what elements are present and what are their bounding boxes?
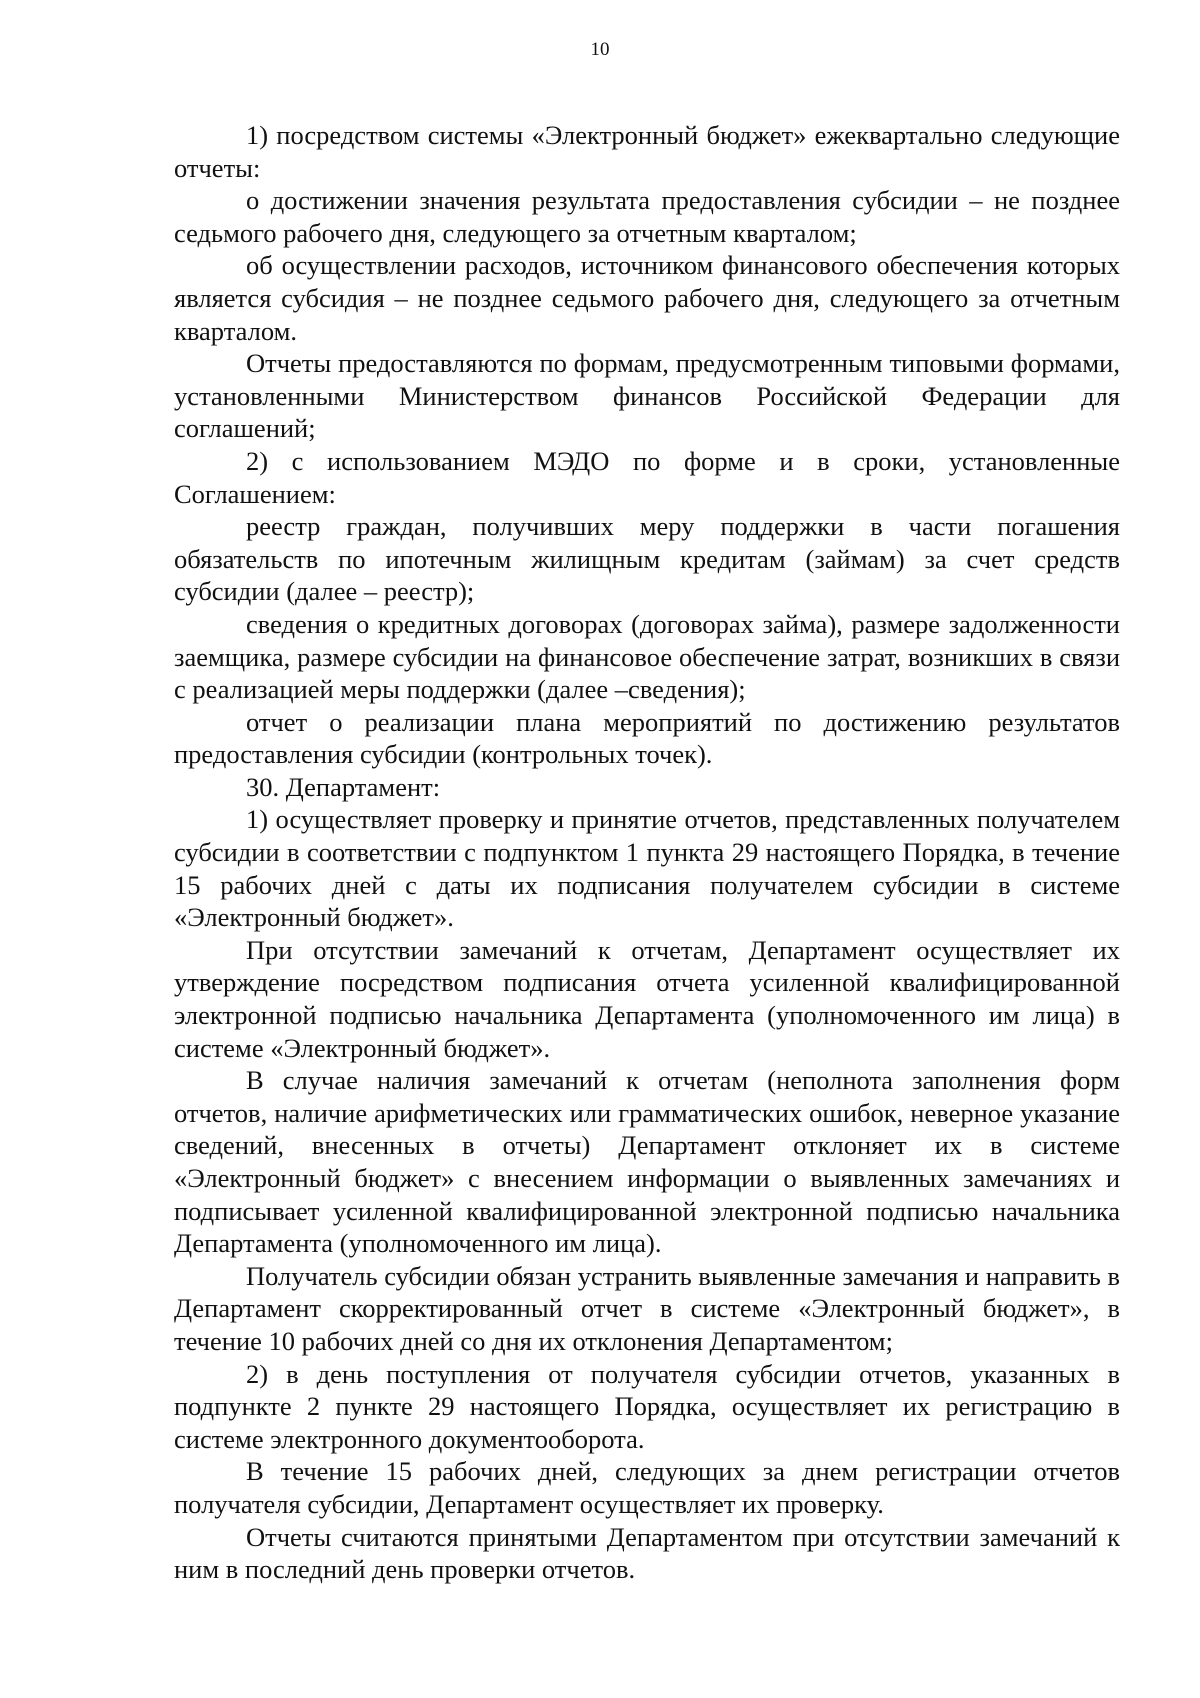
document-body [174,119,1120,1586]
paragraph-acceptance: Отчеты считаются принятыми Департаментом при отсутствии замечаний к ним в последний день проверки отчетов. [174,1521,1120,1585]
paragraph-rejection: В случае наличия замечаний к отчетам (неполнота заполнения форм отчетов, наличие арифметических или грамматических ошибок, неверное указание сведений, внесенных в отчеты) Департамент отклоняет их в системе «Электронный бюджет» с внесением информации о выявленных замечаниях и подписывает усиленной квалифицированной электронной подписью начальника Департамента (уполномоченного им лица). [174,1065,1120,1259]
paragraph-action-plan-report: отчет о реализации плана мероприятий по достижению результатов предоставления субсидии (контрольных точек). [174,706,1120,770]
paragraph-expenses-report: об осуществлении расходов, источником финансового обеспечения которых является субсидия – не позднее седьмого рабочего дня, следующего за отчетным кварталом. [174,250,1120,346]
paragraph-correction: Получатель субсидии обязан устранить выявленные замечания и направить в Департамент скорректированный отчет в системе «Электронный бюджет», в течение 10 рабочих дней со дня их отклонения Департаментом; [174,1260,1120,1356]
paragraph-registration: 2) в день поступления от получателя субсидии отчетов, указанных в подпункте 2 пункте 29 настоящего Порядка, осуществляет их регистрацию в системе электронного документооборота. [174,1358,1120,1454]
paragraph-report-verification: 1) осуществляет проверку и принятие отчетов, представленных получателем субсидии в соответствии с подпунктом 1 пункта 29 настоящего Порядка, в течение 15 рабочих дней с даты их подписания получателем субсидии в системе «Электронный бюджет». [174,804,1120,933]
paragraph-credit-information: сведения о кредитных договорах (договорах займа), размере задолженности заемщика, размере субсидии на финансовое обеспечение затрат, возникших в связи с реализацией меры поддержки (далее –сведения); [174,608,1120,705]
paragraph-report-forms: Отчеты предоставляются по формам, предусмотренным типовыми формами, установленными Министерством финансов Российской Федерации для соглашений; [174,348,1120,444]
paragraph-reports-electronic-budget: 1) посредством системы «Электронный бюджет» ежеквартально следующие отчеты: [174,120,1120,183]
paragraph-citizens-registry: реестр граждан, получивших меру поддержки в части погашения обязательств по ипотечным жилищным кредитам (займам) за счет средств субсидии (далее – реестр); [174,511,1120,607]
paragraph-medo-reports: 2) с использованием МЭДО по форме и в сроки, установленные Соглашением: [174,445,1120,509]
paragraph-verification-period: В течение 15 рабочих дней, следующих за днем регистрации отчетов получателя субсидии, Департамент осуществляет их проверку. [174,1456,1120,1519]
paragraph-result-achievement: о достижении значения результата предоставления субсидии – не позднее седьмого рабочего дня, следующего за отчетным кварталом; [174,185,1120,248]
page-number: 10 [590,39,610,60]
paragraph-approval: При отсутствии замечаний к отчетам, Департамент осуществляет их утверждение посредством подписания отчета усиленной квалифицированной электронной подписью начальника Департамента (уполномоченного им лица) в системе «Электронный бюджет». [174,934,1120,1063]
paragraph-section-30: 30. Департамент: [246,771,441,802]
